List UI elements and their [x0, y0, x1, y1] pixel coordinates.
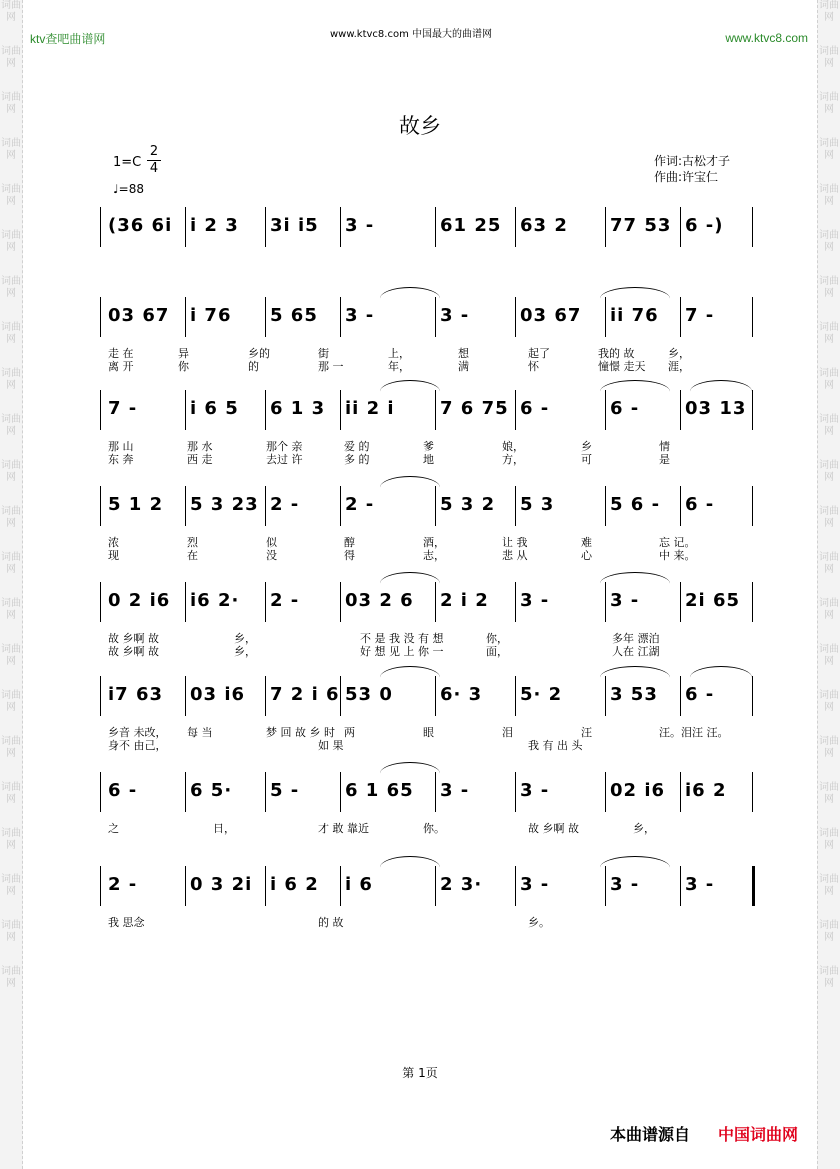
lyric-syllable: 心 [581, 549, 592, 562]
note-group: 2 3· [440, 874, 483, 895]
slur [380, 856, 440, 879]
barline [185, 676, 186, 716]
lyric-syllable: 身不 由己， [108, 739, 167, 752]
lyric-line [100, 724, 760, 738]
barline [340, 297, 341, 337]
note-group: 5 65 [270, 305, 318, 326]
final-barline [752, 866, 755, 906]
barline [100, 772, 101, 812]
lyric-syllable: 让 我 [502, 536, 528, 549]
lyric-syllable: 志， [423, 549, 445, 562]
slur [600, 666, 670, 689]
lyric-syllable: 那 山 [108, 440, 134, 453]
watermark-text: 词曲网 [1, 92, 21, 115]
header-center-site[interactable]: www.ktvc8.com 中国最大的曲谱网 [330, 29, 493, 40]
lyric-syllable: 乡的 [248, 347, 270, 360]
key-signature: 1=C [113, 155, 142, 170]
barline [515, 207, 516, 247]
watermark-text: 词曲网 [1, 460, 21, 483]
note-group: 5 3 [520, 494, 555, 515]
note-group: 3 - [520, 874, 550, 895]
lyric-line [100, 820, 760, 834]
barline [515, 772, 516, 812]
lyric-line [100, 547, 760, 561]
barline [752, 486, 753, 526]
slur [690, 380, 752, 403]
note-group: ii 76 [610, 305, 659, 326]
lyric-syllable: 可 [581, 453, 592, 466]
lyric-syllable: 之 [108, 822, 119, 835]
slur [380, 572, 440, 595]
note-group: 3 - [440, 780, 470, 801]
lyric-syllable: 西 走 [187, 453, 213, 466]
lyric-syllable: 乡音 未改， [108, 726, 167, 739]
lyric-syllable: 涯， [668, 360, 690, 373]
note-group: 7 2 i 6 [270, 684, 340, 705]
note-group: 6 1 3 [270, 398, 326, 419]
note-group: 2 - [270, 494, 300, 515]
note-group: 3 53 [610, 684, 658, 705]
lyric-line [100, 358, 760, 372]
barline [100, 486, 101, 526]
lyric-syllable: 故 乡啊 故 [108, 632, 159, 645]
lyric-syllable: 乡 [581, 440, 592, 453]
slur [380, 287, 440, 310]
barline [185, 582, 186, 622]
note-group: 5 1 2 [108, 494, 164, 515]
note-group: 6· 3 [440, 684, 483, 705]
lyric-syllable: 多 的 [344, 453, 370, 466]
slur [380, 476, 440, 499]
barline [100, 866, 101, 906]
watermark-text: 词曲网 [1, 782, 21, 805]
note-group: 3 - [345, 305, 375, 326]
watermark-text: 词曲网 [1, 322, 21, 345]
barline [752, 207, 753, 247]
lyric-syllable: 你。 [423, 822, 445, 835]
barline [100, 207, 101, 247]
lyric-syllable: 那个 亲 [266, 440, 303, 453]
barline [340, 207, 341, 247]
watermark-text: 词曲网 [1, 184, 21, 207]
lyric-syllable: 乡， [234, 645, 256, 658]
left-watermark-strip [0, 0, 23, 1169]
note-group: i 6 [345, 874, 373, 895]
note-group: 0 2 i6 [108, 590, 171, 611]
slur [380, 762, 440, 785]
watermark-text: 词曲网 [1, 276, 21, 299]
slur [600, 572, 670, 595]
note-group: 61 25 [440, 215, 502, 236]
lyric-syllable: 没 [266, 549, 277, 562]
note-group: 2i 65 [685, 590, 741, 611]
barline [185, 207, 186, 247]
barline [752, 582, 753, 622]
barline [185, 772, 186, 812]
lyric-syllable: 你 [178, 360, 189, 373]
lyric-syllable: 泪 [502, 726, 513, 739]
barline [680, 582, 681, 622]
watermark-text: 词曲网 [819, 138, 839, 161]
lyric-syllable: 得 [344, 549, 355, 562]
lyric-syllable: 才 敢 靠近 [318, 822, 369, 835]
barline [265, 676, 266, 716]
note-group: 6 - [685, 684, 715, 705]
note-group: 77 53 [610, 215, 672, 236]
barline [100, 676, 101, 716]
barline [515, 486, 516, 526]
barline [680, 297, 681, 337]
watermark-text: 词曲网 [819, 782, 839, 805]
watermark-text: 词曲网 [819, 92, 839, 115]
watermark-text: 词曲网 [819, 828, 839, 851]
barline [680, 486, 681, 526]
lyric-syllable: 是 [659, 453, 670, 466]
right-watermark-strip [817, 0, 840, 1169]
slur [600, 856, 670, 879]
watermark-text: 词曲网 [819, 460, 839, 483]
note-group: 6 - [685, 494, 715, 515]
watermark-text: 词曲网 [1, 552, 21, 575]
lyric-syllable: 似 [266, 536, 277, 549]
lyric-syllable: 乡， [633, 822, 655, 835]
watermark-text: 词曲网 [1, 46, 21, 69]
lyric-syllable: 我 有 出 头 [528, 739, 583, 752]
lyric-syllable: 乡。 [528, 916, 550, 929]
watermark-text: 词曲网 [1, 920, 21, 943]
lyric-syllable: 方， [502, 453, 524, 466]
watermark-text: 词曲网 [1, 0, 21, 23]
note-group: 5 - [270, 780, 300, 801]
note-group: i 6 2 [270, 874, 319, 895]
lyric-syllable: 人在 江湖 [612, 645, 660, 658]
lyric-syllable: 去过 许 [266, 453, 303, 466]
barline [515, 676, 516, 716]
note-group: 5 6 - [610, 494, 661, 515]
note-group: ii 2 i [345, 398, 395, 419]
watermark-text: 词曲网 [819, 368, 839, 391]
watermark-text: 词曲网 [1, 828, 21, 851]
lyric-syllable: 怀 [528, 360, 539, 373]
watermark-text: 词曲网 [819, 690, 839, 713]
lyric-syllable: 好 想 见 上 你 一 [360, 645, 444, 658]
note-group: i 2 3 [190, 215, 239, 236]
tempo-marking: ♩=88 [113, 182, 144, 196]
time-signature-bottom: 4 [147, 160, 161, 177]
note-group: 6 1 65 [345, 780, 414, 801]
watermark-text: 词曲网 [819, 598, 839, 621]
lyric-syllable: 那 水 [187, 440, 213, 453]
lyric-syllable: 离 开 [108, 360, 134, 373]
note-group: (36 6i [108, 215, 173, 236]
note-group: 7 6 75 [440, 398, 509, 419]
lyric-syllable: 不 是 我 没 有 想 [360, 632, 444, 645]
lyric-syllable: 娘， [502, 440, 524, 453]
lyric-syllable: 日， [213, 822, 235, 835]
watermark-text: 词曲网 [1, 644, 21, 667]
barline [435, 207, 436, 247]
note-group: i7 63 [108, 684, 164, 705]
watermark-text: 词曲网 [819, 230, 839, 253]
barline [515, 297, 516, 337]
lyric-syllable: 乡， [668, 347, 690, 360]
note-group: 6 -) [685, 215, 724, 236]
barline [100, 582, 101, 622]
lyric-syllable: 每 当 [187, 726, 213, 739]
lyric-syllable: 我 思念 [108, 916, 145, 929]
lyric-syllable: 忘 记。 [659, 536, 696, 549]
score-system [100, 215, 760, 275]
barline [340, 866, 341, 906]
note-group: 3 - [610, 874, 640, 895]
barline [605, 486, 606, 526]
note-group: 6 5· [190, 780, 233, 801]
barline [100, 390, 101, 430]
lyric-syllable: 在 [187, 549, 198, 562]
watermark-text: 词曲网 [1, 966, 21, 989]
watermark-text: 词曲网 [819, 966, 839, 989]
barline [752, 772, 753, 812]
lyric-syllable: 的 [248, 360, 259, 373]
lyric-syllable: 现 [108, 549, 119, 562]
time-signature-top: 2 [149, 144, 159, 159]
lyric-syllable: 街 [318, 347, 329, 360]
watermark-text: 词曲网 [819, 920, 839, 943]
watermark-text: 词曲网 [1, 138, 21, 161]
lyric-syllable: 醇 [344, 536, 355, 549]
watermark-text: 词曲网 [1, 874, 21, 897]
lyric-syllable: 异 [178, 347, 189, 360]
lyric-syllable: 爱 的 [344, 440, 370, 453]
note-group: 6 - [108, 780, 138, 801]
lyric-line [100, 643, 760, 657]
note-group: 3 - [610, 590, 640, 611]
barline [265, 866, 266, 906]
lyric-line [100, 914, 760, 928]
lyric-syllable: 浓 [108, 536, 119, 549]
barline [265, 297, 266, 337]
watermark-text: 词曲网 [819, 46, 839, 69]
watermark-text: 词曲网 [819, 552, 839, 575]
lyric-syllable: 面， [486, 645, 508, 658]
slur [600, 380, 670, 403]
note-group: 0 3 2i [190, 874, 253, 895]
note-group: 3i i5 [270, 215, 319, 236]
lyric-syllable: 悲 从 [502, 549, 528, 562]
watermark-text: 词曲网 [1, 598, 21, 621]
lyric-syllable: 烈 [187, 536, 198, 549]
note-group: 6 - [610, 398, 640, 419]
note-group: i 76 [190, 305, 232, 326]
barline [340, 582, 341, 622]
lyric-syllable: 如 果 [318, 739, 344, 752]
note-group: 5 3 23 [190, 494, 259, 515]
note-group: 03 i6 [190, 684, 246, 705]
lyric-line [100, 630, 760, 644]
lyric-syllable: 汪 [581, 726, 592, 739]
barline [265, 772, 266, 812]
barline [752, 390, 753, 430]
note-group: 3 - [520, 590, 550, 611]
lyric-syllable: 爹 [423, 440, 434, 453]
slur [380, 380, 440, 403]
lyric-syllable: 上， [388, 347, 410, 360]
note-group: 6 - [520, 398, 550, 419]
slur [600, 287, 670, 310]
barline [185, 390, 186, 430]
watermark-text: 词曲网 [1, 368, 21, 391]
watermark-text: 词曲网 [819, 0, 839, 23]
lyric-syllable: 梦 回 故 乡 时 [266, 726, 335, 739]
note-group: 2 - [345, 494, 375, 515]
note-group: 53 0 [345, 684, 393, 705]
barline [265, 207, 266, 247]
note-group: 2 - [270, 590, 300, 611]
note-group: 3 - [520, 780, 550, 801]
composer: 作曲:许宝仁 [654, 170, 719, 184]
lyric-syllable: 中 来。 [659, 549, 696, 562]
barline [680, 866, 681, 906]
note-group: i6 2· [190, 590, 240, 611]
watermark-text: 词曲网 [819, 414, 839, 437]
lyric-line [100, 345, 760, 359]
lyric-syllable: 你， [486, 632, 508, 645]
lyricist: 作词:古松才子 [654, 154, 731, 168]
barline [340, 486, 341, 526]
lyric-line [100, 737, 760, 751]
slur [380, 666, 440, 689]
note-group: 5 3 2 [440, 494, 496, 515]
lyric-syllable: 满 [458, 360, 469, 373]
slur [690, 666, 752, 689]
watermark-text: 词曲网 [819, 506, 839, 529]
barline [340, 676, 341, 716]
barline [680, 390, 681, 430]
barline [515, 582, 516, 622]
barline [752, 297, 753, 337]
lyric-syllable: 情 [659, 440, 670, 453]
header-right-site[interactable]: www.ktvc8.com [725, 31, 808, 45]
barline [340, 390, 341, 430]
lyric-line [100, 534, 760, 548]
note-group: 03 67 [108, 305, 170, 326]
lyric-syllable: 眼 [423, 726, 434, 739]
lyric-syllable: 多年 漂泊 [612, 632, 660, 645]
note-group: 03 67 [520, 305, 582, 326]
lyric-syllable: 难 [581, 536, 592, 549]
barline [185, 866, 186, 906]
note-group: 3 - [345, 215, 375, 236]
lyric-line [100, 438, 760, 452]
barline [265, 582, 266, 622]
barline [185, 486, 186, 526]
watermark-text: 词曲网 [819, 276, 839, 299]
watermark-text: 词曲网 [1, 736, 21, 759]
time-signature [147, 144, 161, 177]
source-label: 本曲谱源自 [610, 1125, 691, 1144]
lyric-syllable: 我的 故 [598, 347, 635, 360]
watermark-text: 词曲网 [1, 506, 21, 529]
lyric-syllable: 的 故 [318, 916, 344, 929]
lyric-syllable: 东 奔 [108, 453, 134, 466]
note-group: 03 2 6 [345, 590, 414, 611]
note-group: 02 i6 [610, 780, 666, 801]
lyric-syllable: 起了 [528, 347, 550, 360]
barline [605, 772, 606, 812]
barline [515, 390, 516, 430]
note-group: 5· 2 [520, 684, 563, 705]
watermark-text: 词曲网 [819, 736, 839, 759]
watermark-text: 词曲网 [819, 644, 839, 667]
note-group: 03 13 [685, 398, 747, 419]
lyric-syllable: 两 [344, 726, 355, 739]
barline [265, 390, 266, 430]
barline [340, 772, 341, 812]
note-group: 3 - [685, 874, 715, 895]
page-number: 第 1页 [402, 1066, 438, 1080]
watermark-text: 词曲网 [819, 874, 839, 897]
barline [265, 486, 266, 526]
note-group: 2 i 2 [440, 590, 489, 611]
lyric-syllable: 乡， [234, 632, 256, 645]
lyric-line [100, 451, 760, 465]
note-group: 3 - [440, 305, 470, 326]
lyric-syllable: 走 在 [108, 347, 134, 360]
barline [752, 676, 753, 716]
lyric-syllable: 年， [388, 360, 410, 373]
barline [185, 297, 186, 337]
watermark-text: 词曲网 [1, 414, 21, 437]
barline [515, 866, 516, 906]
watermark-text: 词曲网 [1, 690, 21, 713]
watermark-text: 词曲网 [819, 184, 839, 207]
lyric-syllable: 想 [458, 347, 469, 360]
note-group: 7 - [108, 398, 138, 419]
lyric-syllable: 酒， [423, 536, 445, 549]
lyric-syllable: 那 一 [318, 360, 344, 373]
barline [605, 207, 606, 247]
lyric-syllable: 故 乡啊 故 [108, 645, 159, 658]
lyric-syllable: 憧憬 走天 [598, 360, 646, 373]
lyric-syllable: 地 [423, 453, 434, 466]
note-group: i 6 5 [190, 398, 239, 419]
note-group: 63 2 [520, 215, 568, 236]
lyric-syllable: 故 乡啊 故 [528, 822, 579, 835]
watermark-text: 词曲网 [1, 230, 21, 253]
credits [654, 153, 730, 185]
barline [680, 207, 681, 247]
barline [680, 676, 681, 716]
note-group: 2 - [108, 874, 138, 895]
source-site-link[interactable]: 中国词曲网 [718, 1125, 799, 1144]
watermark-text: 词曲网 [819, 322, 839, 345]
header-left-site[interactable]: ktv查吧曲谱网 [30, 32, 106, 46]
note-group: i6 2 [685, 780, 727, 801]
barline [100, 297, 101, 337]
note-group: 7 - [685, 305, 715, 326]
barline [680, 772, 681, 812]
song-title: 故乡 [399, 114, 441, 138]
lyric-syllable: 汪。泪汪 汪。 [659, 726, 729, 739]
